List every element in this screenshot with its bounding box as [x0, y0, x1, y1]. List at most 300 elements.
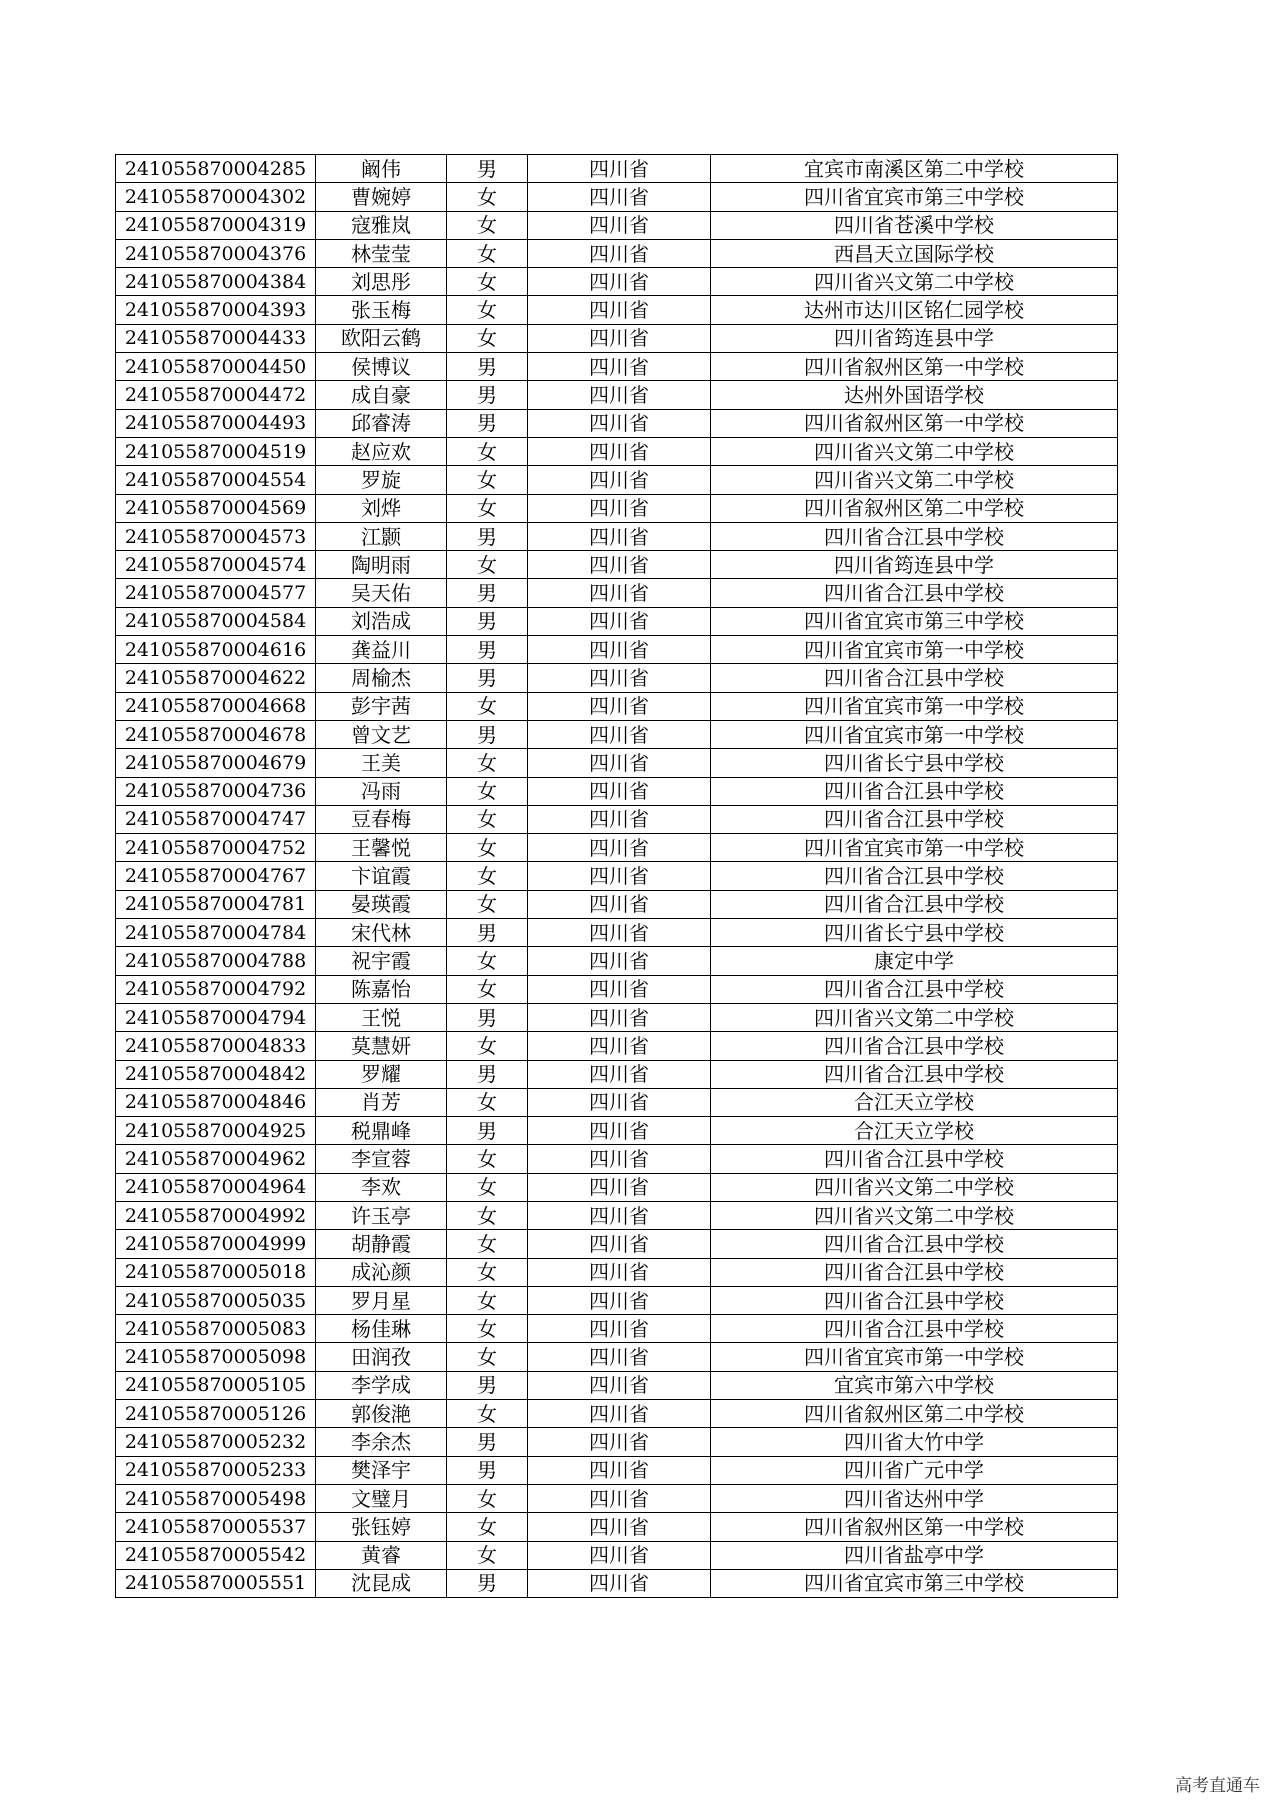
cell-name: 江颢 — [316, 522, 447, 550]
cell-gender: 女 — [447, 805, 528, 833]
footer-watermark: 高考直通车 — [1175, 1776, 1260, 1796]
cell-school: 四川省宜宾市第一中学校 — [711, 1343, 1118, 1371]
table-row — [116, 551, 1118, 579]
cell-gender: 女 — [447, 324, 528, 352]
cell-gender: 男 — [447, 522, 528, 550]
cell-school: 四川省宜宾市第一中学校 — [711, 720, 1118, 748]
cell-gender: 男 — [447, 1060, 528, 1088]
cell-id: 241055870004846 — [116, 1088, 316, 1116]
cell-school: 四川省合江县中学校 — [711, 1315, 1118, 1343]
table-row — [116, 494, 1118, 522]
table-row — [116, 975, 1118, 1003]
cell-id: 241055870004925 — [116, 1117, 316, 1145]
cell-gender: 女 — [447, 777, 528, 805]
cell-name: 豆春梅 — [316, 805, 447, 833]
cell-province: 四川省 — [528, 1343, 711, 1371]
cell-province: 四川省 — [528, 890, 711, 918]
cell-province: 四川省 — [528, 353, 711, 381]
cell-school: 四川省合江县中学校 — [711, 975, 1118, 1003]
cell-name: 阚伟 — [316, 155, 447, 183]
cell-province: 四川省 — [528, 211, 711, 239]
cell-id: 241055870004794 — [116, 1003, 316, 1031]
cell-province: 四川省 — [528, 1513, 711, 1541]
table-row — [116, 805, 1118, 833]
cell-province: 四川省 — [528, 1541, 711, 1569]
cell-school: 四川省长宁县中学校 — [711, 919, 1118, 947]
cell-school: 四川省兴文第二中学校 — [711, 1173, 1118, 1201]
cell-id: 241055870005232 — [116, 1428, 316, 1456]
cell-id: 241055870004569 — [116, 494, 316, 522]
table-row — [116, 1400, 1118, 1428]
table-row — [116, 1060, 1118, 1088]
cell-id: 241055870005018 — [116, 1258, 316, 1286]
cell-gender: 女 — [447, 947, 528, 975]
cell-name: 曾文艺 — [316, 720, 447, 748]
cell-name: 成沁颜 — [316, 1258, 447, 1286]
cell-name: 彭宇茜 — [316, 692, 447, 720]
cell-school: 康定中学 — [711, 947, 1118, 975]
cell-school: 四川省合江县中学校 — [711, 805, 1118, 833]
cell-gender: 女 — [447, 749, 528, 777]
cell-gender: 女 — [447, 1032, 528, 1060]
cell-gender: 女 — [447, 1145, 528, 1173]
table-row — [116, 1428, 1118, 1456]
cell-gender: 女 — [447, 466, 528, 494]
cell-name: 冯雨 — [316, 777, 447, 805]
cell-name: 黄睿 — [316, 1541, 447, 1569]
table-row — [116, 607, 1118, 635]
cell-name: 刘烨 — [316, 494, 447, 522]
cell-name: 胡静霞 — [316, 1230, 447, 1258]
cell-school: 四川省筠连县中学 — [711, 324, 1118, 352]
table-row — [116, 1258, 1118, 1286]
cell-id: 241055870004519 — [116, 437, 316, 465]
cell-name: 侯博议 — [316, 353, 447, 381]
cell-name: 祝宇霞 — [316, 947, 447, 975]
cell-name: 邱睿涛 — [316, 409, 447, 437]
cell-id: 241055870004784 — [116, 919, 316, 947]
cell-province: 四川省 — [528, 1003, 711, 1031]
cell-province: 四川省 — [528, 834, 711, 862]
cell-gender: 女 — [447, 975, 528, 1003]
cell-gender: 女 — [447, 494, 528, 522]
cell-id: 241055870005498 — [116, 1484, 316, 1512]
cell-gender: 男 — [447, 353, 528, 381]
cell-school: 四川省合江县中学校 — [711, 664, 1118, 692]
cell-gender: 女 — [447, 1173, 528, 1201]
cell-id: 241055870004679 — [116, 749, 316, 777]
cell-name: 陶明雨 — [316, 551, 447, 579]
cell-school: 合江天立学校 — [711, 1088, 1118, 1116]
cell-id: 241055870004302 — [116, 183, 316, 211]
cell-gender: 女 — [447, 296, 528, 324]
cell-province: 四川省 — [528, 551, 711, 579]
table-row — [116, 890, 1118, 918]
table-row — [116, 749, 1118, 777]
cell-gender: 男 — [447, 1371, 528, 1399]
cell-province: 四川省 — [528, 1286, 711, 1314]
cell-name: 林莹莹 — [316, 239, 447, 267]
cell-gender: 女 — [447, 1201, 528, 1229]
cell-school: 四川省合江县中学校 — [711, 1060, 1118, 1088]
cell-school: 四川省宜宾市第一中学校 — [711, 692, 1118, 720]
cell-gender: 女 — [447, 1315, 528, 1343]
cell-name: 李宣蓉 — [316, 1145, 447, 1173]
cell-gender: 女 — [447, 268, 528, 296]
table-row — [116, 636, 1118, 664]
cell-school: 四川省合江县中学校 — [711, 1032, 1118, 1060]
cell-school: 达州外国语学校 — [711, 381, 1118, 409]
cell-province: 四川省 — [528, 947, 711, 975]
cell-school: 四川省苍溪中学校 — [711, 211, 1118, 239]
table-row — [116, 862, 1118, 890]
cell-name: 罗月星 — [316, 1286, 447, 1314]
cell-province: 四川省 — [528, 692, 711, 720]
table-row — [116, 720, 1118, 748]
cell-gender: 男 — [447, 155, 528, 183]
cell-gender: 女 — [447, 211, 528, 239]
cell-province: 四川省 — [528, 1371, 711, 1399]
cell-gender: 男 — [447, 1003, 528, 1031]
cell-id: 241055870004433 — [116, 324, 316, 352]
cell-school: 四川省兴文第二中学校 — [711, 466, 1118, 494]
cell-gender: 男 — [447, 607, 528, 635]
cell-id: 241055870004472 — [116, 381, 316, 409]
cell-id: 241055870005105 — [116, 1371, 316, 1399]
admission-list-table — [115, 154, 1118, 1598]
cell-province: 四川省 — [528, 1088, 711, 1116]
cell-id: 241055870004285 — [116, 155, 316, 183]
cell-province: 四川省 — [528, 1032, 711, 1060]
cell-school: 四川省盐亭中学 — [711, 1541, 1118, 1569]
table-row — [116, 664, 1118, 692]
cell-school: 宜宾市第六中学校 — [711, 1371, 1118, 1399]
cell-school: 四川省合江县中学校 — [711, 890, 1118, 918]
cell-id: 241055870005035 — [116, 1286, 316, 1314]
cell-name: 陈嘉怡 — [316, 975, 447, 1003]
table-row — [116, 1145, 1118, 1173]
cell-province: 四川省 — [528, 183, 711, 211]
table-row — [116, 1003, 1118, 1031]
cell-school: 四川省叙州区第二中学校 — [711, 1400, 1118, 1428]
cell-id: 241055870004999 — [116, 1230, 316, 1258]
cell-name: 肖芳 — [316, 1088, 447, 1116]
cell-id: 241055870004376 — [116, 239, 316, 267]
cell-gender: 男 — [447, 1569, 528, 1597]
cell-province: 四川省 — [528, 862, 711, 890]
cell-school: 四川省宜宾市第三中学校 — [711, 607, 1118, 635]
table-row — [116, 1513, 1118, 1541]
table-row — [116, 324, 1118, 352]
cell-name: 刘浩成 — [316, 607, 447, 635]
cell-name: 龚益川 — [316, 636, 447, 664]
cell-id: 241055870004736 — [116, 777, 316, 805]
cell-province: 四川省 — [528, 975, 711, 1003]
cell-id: 241055870004678 — [116, 720, 316, 748]
cell-id: 241055870004450 — [116, 353, 316, 381]
cell-province: 四川省 — [528, 1456, 711, 1484]
cell-school: 四川省宜宾市第三中学校 — [711, 183, 1118, 211]
cell-school: 四川省宜宾市第一中学校 — [711, 636, 1118, 664]
cell-gender: 男 — [447, 919, 528, 947]
cell-name: 曹婉婷 — [316, 183, 447, 211]
table-row — [116, 1315, 1118, 1343]
table-row — [116, 1173, 1118, 1201]
table-row — [116, 1032, 1118, 1060]
table-row — [116, 834, 1118, 862]
cell-school: 四川省长宁县中学校 — [711, 749, 1118, 777]
cell-id: 241055870004577 — [116, 579, 316, 607]
table-body — [116, 155, 1118, 1598]
cell-name: 欧阳云鹤 — [316, 324, 447, 352]
cell-gender: 女 — [447, 1400, 528, 1428]
cell-gender: 女 — [447, 1286, 528, 1314]
cell-name: 成自豪 — [316, 381, 447, 409]
cell-province: 四川省 — [528, 1145, 711, 1173]
cell-name: 张玉梅 — [316, 296, 447, 324]
cell-id: 241055870005551 — [116, 1569, 316, 1597]
cell-name: 卞谊霞 — [316, 862, 447, 890]
cell-name: 樊泽宇 — [316, 1456, 447, 1484]
cell-province: 四川省 — [528, 494, 711, 522]
cell-gender: 女 — [447, 1484, 528, 1512]
cell-name: 罗旋 — [316, 466, 447, 494]
cell-gender: 女 — [447, 239, 528, 267]
cell-id: 241055870004384 — [116, 268, 316, 296]
cell-id: 241055870004992 — [116, 1201, 316, 1229]
table-row — [116, 579, 1118, 607]
cell-school: 四川省叙州区第一中学校 — [711, 1513, 1118, 1541]
cell-province: 四川省 — [528, 636, 711, 664]
cell-school: 合江天立学校 — [711, 1117, 1118, 1145]
cell-province: 四川省 — [528, 777, 711, 805]
table-row — [116, 1117, 1118, 1145]
cell-name: 田润孜 — [316, 1343, 447, 1371]
cell-name: 宋代林 — [316, 919, 447, 947]
cell-id: 241055870004574 — [116, 551, 316, 579]
cell-name: 王美 — [316, 749, 447, 777]
cell-province: 四川省 — [528, 749, 711, 777]
cell-name: 税鼎峰 — [316, 1117, 447, 1145]
cell-province: 四川省 — [528, 1201, 711, 1229]
cell-province: 四川省 — [528, 1400, 711, 1428]
cell-name: 许玉亭 — [316, 1201, 447, 1229]
table-row — [116, 155, 1118, 183]
cell-school: 四川省大竹中学 — [711, 1428, 1118, 1456]
cell-province: 四川省 — [528, 409, 711, 437]
table-row — [116, 1484, 1118, 1512]
cell-school: 四川省兴文第二中学校 — [711, 1201, 1118, 1229]
table-row — [116, 692, 1118, 720]
cell-id: 241055870005083 — [116, 1315, 316, 1343]
cell-gender: 男 — [447, 720, 528, 748]
cell-school: 四川省合江县中学校 — [711, 777, 1118, 805]
cell-id: 241055870004788 — [116, 947, 316, 975]
table-row — [116, 777, 1118, 805]
table-row — [116, 1201, 1118, 1229]
cell-school: 四川省广元中学 — [711, 1456, 1118, 1484]
table-row — [116, 1371, 1118, 1399]
cell-name: 寇雅岚 — [316, 211, 447, 239]
cell-id: 241055870004767 — [116, 862, 316, 890]
cell-gender: 女 — [447, 890, 528, 918]
cell-id: 241055870004747 — [116, 805, 316, 833]
cell-id: 241055870005098 — [116, 1343, 316, 1371]
cell-school: 达州市达川区铭仁园学校 — [711, 296, 1118, 324]
cell-id: 241055870004964 — [116, 1173, 316, 1201]
cell-name: 李余杰 — [316, 1428, 447, 1456]
cell-gender: 男 — [447, 1428, 528, 1456]
cell-name: 赵应欢 — [316, 437, 447, 465]
cell-name: 李学成 — [316, 1371, 447, 1399]
cell-province: 四川省 — [528, 720, 711, 748]
table-row — [116, 1456, 1118, 1484]
table-row — [116, 211, 1118, 239]
cell-school: 四川省筠连县中学 — [711, 551, 1118, 579]
cell-province: 四川省 — [528, 1484, 711, 1512]
cell-name: 文璧月 — [316, 1484, 447, 1512]
cell-province: 四川省 — [528, 1173, 711, 1201]
cell-id: 241055870004781 — [116, 890, 316, 918]
table-row — [116, 409, 1118, 437]
cell-gender: 女 — [447, 1258, 528, 1286]
cell-school: 四川省兴文第二中学校 — [711, 437, 1118, 465]
cell-id: 241055870004554 — [116, 466, 316, 494]
cell-province: 四川省 — [528, 607, 711, 635]
table-row — [116, 353, 1118, 381]
cell-province: 四川省 — [528, 1060, 711, 1088]
cell-id: 241055870004573 — [116, 522, 316, 550]
cell-gender: 男 — [447, 409, 528, 437]
cell-province: 四川省 — [528, 155, 711, 183]
cell-school: 四川省宜宾市第一中学校 — [711, 834, 1118, 862]
table-row — [116, 1541, 1118, 1569]
cell-id: 241055870004493 — [116, 409, 316, 437]
cell-gender: 女 — [447, 1513, 528, 1541]
cell-name: 沈昆成 — [316, 1569, 447, 1597]
cell-gender: 男 — [447, 381, 528, 409]
cell-id: 241055870004393 — [116, 296, 316, 324]
cell-province: 四川省 — [528, 1258, 711, 1286]
cell-id: 241055870004668 — [116, 692, 316, 720]
cell-id: 241055870005537 — [116, 1513, 316, 1541]
cell-school: 四川省叙州区第一中学校 — [711, 409, 1118, 437]
cell-id: 241055870004833 — [116, 1032, 316, 1060]
cell-gender: 女 — [447, 1088, 528, 1116]
cell-school: 四川省合江县中学校 — [711, 1145, 1118, 1173]
cell-province: 四川省 — [528, 268, 711, 296]
cell-province: 四川省 — [528, 239, 711, 267]
cell-name: 张钰婷 — [316, 1513, 447, 1541]
cell-gender: 女 — [447, 1230, 528, 1258]
cell-province: 四川省 — [528, 579, 711, 607]
cell-gender: 女 — [447, 1541, 528, 1569]
cell-name: 晏瑛霞 — [316, 890, 447, 918]
cell-id: 241055870004319 — [116, 211, 316, 239]
cell-name: 李欢 — [316, 1173, 447, 1201]
cell-school: 四川省合江县中学校 — [711, 579, 1118, 607]
cell-province: 四川省 — [528, 1569, 711, 1597]
cell-gender: 女 — [447, 862, 528, 890]
cell-province: 四川省 — [528, 1117, 711, 1145]
cell-province: 四川省 — [528, 1428, 711, 1456]
table-row — [116, 1088, 1118, 1116]
cell-province: 四川省 — [528, 324, 711, 352]
cell-province: 四川省 — [528, 1315, 711, 1343]
table-row — [116, 268, 1118, 296]
cell-id: 241055870004792 — [116, 975, 316, 1003]
cell-school: 四川省合江县中学校 — [711, 1258, 1118, 1286]
cell-school: 宜宾市南溪区第二中学校 — [711, 155, 1118, 183]
cell-school: 四川省合江县中学校 — [711, 522, 1118, 550]
cell-school: 四川省兴文第二中学校 — [711, 268, 1118, 296]
cell-name: 杨佳琳 — [316, 1315, 447, 1343]
cell-gender: 男 — [447, 1117, 528, 1145]
cell-gender: 男 — [447, 636, 528, 664]
cell-id: 241055870004584 — [116, 607, 316, 635]
cell-gender: 男 — [447, 664, 528, 692]
cell-gender: 女 — [447, 1343, 528, 1371]
table-row — [116, 183, 1118, 211]
cell-province: 四川省 — [528, 919, 711, 947]
cell-province: 四川省 — [528, 522, 711, 550]
cell-school: 四川省合江县中学校 — [711, 1230, 1118, 1258]
cell-school: 四川省叙州区第一中学校 — [711, 353, 1118, 381]
cell-gender: 女 — [447, 834, 528, 862]
cell-school: 四川省叙州区第二中学校 — [711, 494, 1118, 522]
cell-name: 郭俊滟 — [316, 1400, 447, 1428]
cell-id: 241055870004752 — [116, 834, 316, 862]
cell-province: 四川省 — [528, 1230, 711, 1258]
table-row — [116, 1286, 1118, 1314]
cell-name: 莫慧妍 — [316, 1032, 447, 1060]
cell-gender: 男 — [447, 1456, 528, 1484]
cell-school: 四川省合江县中学校 — [711, 862, 1118, 890]
table-row — [116, 1343, 1118, 1371]
cell-id: 241055870004622 — [116, 664, 316, 692]
cell-id: 241055870005126 — [116, 1400, 316, 1428]
table-row — [116, 1569, 1118, 1597]
cell-province: 四川省 — [528, 437, 711, 465]
cell-id: 241055870004962 — [116, 1145, 316, 1173]
cell-id: 241055870004842 — [116, 1060, 316, 1088]
cell-province: 四川省 — [528, 296, 711, 324]
table-row — [116, 947, 1118, 975]
cell-school: 西昌天立国际学校 — [711, 239, 1118, 267]
cell-name: 王馨悦 — [316, 834, 447, 862]
table-row — [116, 296, 1118, 324]
cell-province: 四川省 — [528, 805, 711, 833]
cell-id: 241055870005233 — [116, 1456, 316, 1484]
table-row — [116, 381, 1118, 409]
cell-school: 四川省合江县中学校 — [711, 1286, 1118, 1314]
cell-province: 四川省 — [528, 381, 711, 409]
cell-gender: 女 — [447, 183, 528, 211]
cell-name: 周榆杰 — [316, 664, 447, 692]
cell-gender: 男 — [447, 579, 528, 607]
cell-gender: 女 — [447, 692, 528, 720]
cell-id: 241055870004616 — [116, 636, 316, 664]
cell-name: 刘思彤 — [316, 268, 447, 296]
table-row — [116, 239, 1118, 267]
cell-name: 吴天佑 — [316, 579, 447, 607]
table-row — [116, 522, 1118, 550]
cell-gender: 女 — [447, 437, 528, 465]
table-row — [116, 466, 1118, 494]
cell-province: 四川省 — [528, 664, 711, 692]
cell-school: 四川省兴文第二中学校 — [711, 1003, 1118, 1031]
cell-name: 罗耀 — [316, 1060, 447, 1088]
